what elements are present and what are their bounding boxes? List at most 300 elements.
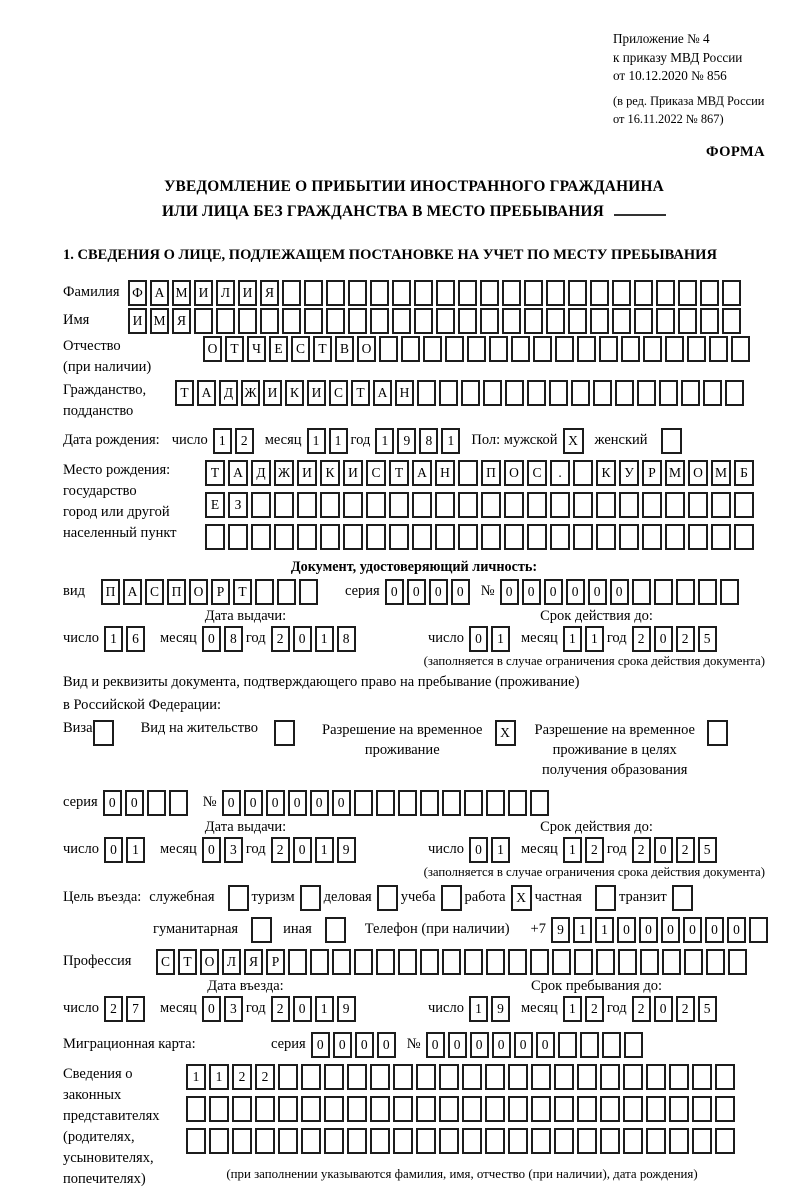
char-cell[interactable] bbox=[232, 1096, 252, 1122]
char-cell[interactable] bbox=[435, 492, 455, 518]
char-cell[interactable] bbox=[720, 579, 739, 605]
char-cell[interactable] bbox=[209, 1128, 229, 1154]
char-cell[interactable]: 1 bbox=[126, 837, 145, 863]
char-cell[interactable] bbox=[508, 790, 527, 816]
char-cell[interactable] bbox=[637, 380, 656, 406]
char-cell[interactable] bbox=[568, 280, 587, 306]
char-cell[interactable]: Т bbox=[225, 336, 244, 362]
char-cell[interactable] bbox=[595, 885, 616, 911]
char-cell[interactable] bbox=[715, 1064, 735, 1090]
char-cell[interactable]: 0 bbox=[332, 790, 351, 816]
char-cell[interactable]: 0 bbox=[654, 626, 673, 652]
char-cell[interactable]: 2 bbox=[676, 837, 695, 863]
char-cell[interactable]: 0 bbox=[492, 1032, 511, 1058]
char-cell[interactable] bbox=[623, 1128, 643, 1154]
char-cell[interactable]: 1 bbox=[307, 428, 326, 454]
char-cell[interactable]: 0 bbox=[451, 579, 470, 605]
char-cell[interactable]: 1 bbox=[315, 626, 334, 652]
char-cell[interactable] bbox=[255, 579, 274, 605]
char-cell[interactable] bbox=[599, 336, 618, 362]
char-cell[interactable] bbox=[640, 949, 659, 975]
char-cell[interactable] bbox=[301, 1128, 321, 1154]
char-cell[interactable]: 0 bbox=[310, 790, 329, 816]
char-cell[interactable]: 3 bbox=[224, 837, 243, 863]
char-cell[interactable]: 2 bbox=[632, 996, 651, 1022]
char-cell[interactable]: 0 bbox=[202, 837, 221, 863]
char-cell[interactable]: 0 bbox=[333, 1032, 352, 1058]
char-cell[interactable]: 0 bbox=[288, 790, 307, 816]
char-cell[interactable]: 0 bbox=[448, 1032, 467, 1058]
char-cell[interactable] bbox=[676, 579, 695, 605]
char-cell[interactable]: 0 bbox=[500, 579, 519, 605]
char-cell[interactable] bbox=[274, 492, 294, 518]
char-cell[interactable] bbox=[646, 1128, 666, 1154]
char-cell[interactable] bbox=[274, 524, 294, 550]
char-cell[interactable] bbox=[725, 380, 744, 406]
char-cell[interactable] bbox=[416, 1064, 436, 1090]
char-cell[interactable]: X bbox=[511, 885, 532, 911]
char-cell[interactable] bbox=[531, 1096, 551, 1122]
char-cell[interactable]: 0 bbox=[407, 579, 426, 605]
char-cell[interactable] bbox=[624, 1032, 643, 1058]
char-cell[interactable]: 1 bbox=[563, 837, 582, 863]
char-cell[interactable] bbox=[734, 524, 754, 550]
char-cell[interactable]: 0 bbox=[654, 996, 673, 1022]
char-cell[interactable] bbox=[623, 1064, 643, 1090]
char-cell[interactable] bbox=[505, 380, 524, 406]
char-cell[interactable] bbox=[531, 1128, 551, 1154]
char-cell[interactable]: 0 bbox=[385, 579, 404, 605]
char-cell[interactable] bbox=[618, 949, 637, 975]
char-cell[interactable] bbox=[681, 380, 700, 406]
char-cell[interactable]: И bbox=[307, 380, 326, 406]
char-cell[interactable]: К bbox=[320, 460, 340, 486]
char-cell[interactable] bbox=[186, 1128, 206, 1154]
char-cell[interactable] bbox=[401, 336, 420, 362]
char-cell[interactable] bbox=[216, 308, 235, 334]
char-cell[interactable] bbox=[301, 1096, 321, 1122]
char-cell[interactable]: 2 bbox=[232, 1064, 252, 1090]
char-cell[interactable]: 0 bbox=[377, 1032, 396, 1058]
char-cell[interactable] bbox=[480, 280, 499, 306]
char-cell[interactable] bbox=[669, 1096, 689, 1122]
char-cell[interactable] bbox=[169, 790, 188, 816]
char-cell[interactable] bbox=[392, 280, 411, 306]
char-cell[interactable]: Р bbox=[642, 460, 662, 486]
char-cell[interactable] bbox=[692, 1096, 712, 1122]
char-cell[interactable]: А bbox=[150, 280, 169, 306]
char-cell[interactable]: 2 bbox=[676, 996, 695, 1022]
char-cell[interactable] bbox=[389, 492, 409, 518]
char-cell[interactable] bbox=[436, 280, 455, 306]
char-cell[interactable] bbox=[577, 1128, 597, 1154]
char-cell[interactable]: 0 bbox=[311, 1032, 330, 1058]
char-cell[interactable]: Л bbox=[222, 949, 241, 975]
char-cell[interactable]: 0 bbox=[244, 790, 263, 816]
char-cell[interactable] bbox=[706, 949, 725, 975]
char-cell[interactable] bbox=[278, 1128, 298, 1154]
char-cell[interactable]: 8 bbox=[337, 626, 356, 652]
char-cell[interactable] bbox=[282, 280, 301, 306]
char-cell[interactable]: 0 bbox=[514, 1032, 533, 1058]
char-cell[interactable] bbox=[546, 280, 565, 306]
char-cell[interactable]: 1 bbox=[329, 428, 348, 454]
char-cell[interactable] bbox=[416, 1096, 436, 1122]
char-cell[interactable] bbox=[577, 1064, 597, 1090]
char-cell[interactable]: Р bbox=[266, 949, 285, 975]
char-cell[interactable]: 1 bbox=[104, 626, 123, 652]
char-cell[interactable] bbox=[255, 1096, 275, 1122]
char-cell[interactable]: Т bbox=[313, 336, 332, 362]
char-cell[interactable]: С bbox=[156, 949, 175, 975]
char-cell[interactable]: 7 bbox=[126, 996, 145, 1022]
char-cell[interactable]: 0 bbox=[202, 626, 221, 652]
char-cell[interactable]: В bbox=[335, 336, 354, 362]
char-cell[interactable] bbox=[524, 280, 543, 306]
char-cell[interactable] bbox=[458, 308, 477, 334]
char-cell[interactable]: 1 bbox=[491, 626, 510, 652]
char-cell[interactable] bbox=[580, 1032, 599, 1058]
char-cell[interactable] bbox=[688, 524, 708, 550]
char-cell[interactable]: С bbox=[527, 460, 547, 486]
char-cell[interactable] bbox=[205, 524, 225, 550]
char-cell[interactable]: Я bbox=[260, 280, 279, 306]
char-cell[interactable] bbox=[555, 336, 574, 362]
char-cell[interactable] bbox=[596, 524, 616, 550]
char-cell[interactable] bbox=[379, 336, 398, 362]
char-cell[interactable] bbox=[320, 492, 340, 518]
char-cell[interactable] bbox=[299, 579, 318, 605]
char-cell[interactable]: 1 bbox=[375, 428, 394, 454]
char-cell[interactable] bbox=[688, 492, 708, 518]
char-cell[interactable] bbox=[354, 790, 373, 816]
char-cell[interactable] bbox=[533, 336, 552, 362]
char-cell[interactable] bbox=[612, 308, 631, 334]
char-cell[interactable] bbox=[590, 280, 609, 306]
char-cell[interactable] bbox=[414, 308, 433, 334]
char-cell[interactable] bbox=[480, 308, 499, 334]
char-cell[interactable] bbox=[251, 917, 272, 943]
char-cell[interactable] bbox=[376, 790, 395, 816]
char-cell[interactable] bbox=[186, 1096, 206, 1122]
char-cell[interactable] bbox=[593, 380, 612, 406]
char-cell[interactable]: П bbox=[101, 579, 120, 605]
char-cell[interactable] bbox=[228, 885, 249, 911]
char-cell[interactable]: И bbox=[128, 308, 147, 334]
char-cell[interactable] bbox=[348, 280, 367, 306]
char-cell[interactable] bbox=[464, 949, 483, 975]
char-cell[interactable]: О bbox=[504, 460, 524, 486]
char-cell[interactable]: 0 bbox=[705, 917, 724, 943]
char-cell[interactable] bbox=[417, 380, 436, 406]
char-cell[interactable]: 2 bbox=[255, 1064, 275, 1090]
char-cell[interactable] bbox=[412, 492, 432, 518]
char-cell[interactable]: Д bbox=[219, 380, 238, 406]
char-cell[interactable] bbox=[552, 949, 571, 975]
char-cell[interactable]: С bbox=[329, 380, 348, 406]
char-cell[interactable] bbox=[232, 1128, 252, 1154]
char-cell[interactable] bbox=[590, 308, 609, 334]
char-cell[interactable] bbox=[700, 280, 719, 306]
char-cell[interactable] bbox=[486, 949, 505, 975]
char-cell[interactable] bbox=[483, 380, 502, 406]
char-cell[interactable] bbox=[665, 336, 684, 362]
char-cell[interactable] bbox=[661, 428, 682, 454]
char-cell[interactable] bbox=[646, 1064, 666, 1090]
char-cell[interactable] bbox=[623, 1096, 643, 1122]
char-cell[interactable]: X bbox=[495, 720, 516, 746]
char-cell[interactable] bbox=[703, 380, 722, 406]
char-cell[interactable]: 0 bbox=[566, 579, 585, 605]
char-cell[interactable]: 9 bbox=[397, 428, 416, 454]
char-cell[interactable]: 0 bbox=[683, 917, 702, 943]
char-cell[interactable]: Д bbox=[251, 460, 271, 486]
char-cell[interactable]: М bbox=[150, 308, 169, 334]
char-cell[interactable] bbox=[634, 280, 653, 306]
char-cell[interactable]: 5 bbox=[698, 837, 717, 863]
char-cell[interactable] bbox=[436, 308, 455, 334]
char-cell[interactable] bbox=[467, 336, 486, 362]
char-cell[interactable]: 5 bbox=[698, 626, 717, 652]
char-cell[interactable] bbox=[678, 308, 697, 334]
char-cell[interactable]: О bbox=[688, 460, 708, 486]
char-cell[interactable]: 2 bbox=[585, 837, 604, 863]
char-cell[interactable]: 8 bbox=[419, 428, 438, 454]
char-cell[interactable] bbox=[310, 949, 329, 975]
char-cell[interactable] bbox=[412, 524, 432, 550]
char-cell[interactable] bbox=[577, 1096, 597, 1122]
char-cell[interactable] bbox=[549, 380, 568, 406]
char-cell[interactable] bbox=[659, 380, 678, 406]
char-cell[interactable]: Н bbox=[395, 380, 414, 406]
char-cell[interactable]: Е bbox=[205, 492, 225, 518]
char-cell[interactable] bbox=[504, 492, 524, 518]
char-cell[interactable] bbox=[546, 308, 565, 334]
char-cell[interactable]: П bbox=[167, 579, 186, 605]
char-cell[interactable]: Я bbox=[244, 949, 263, 975]
char-cell[interactable] bbox=[656, 280, 675, 306]
char-cell[interactable]: 0 bbox=[266, 790, 285, 816]
char-cell[interactable]: П bbox=[481, 460, 501, 486]
char-cell[interactable]: 1 bbox=[441, 428, 460, 454]
char-cell[interactable] bbox=[722, 280, 741, 306]
char-cell[interactable] bbox=[326, 308, 345, 334]
char-cell[interactable]: 0 bbox=[544, 579, 563, 605]
char-cell[interactable] bbox=[508, 1096, 528, 1122]
char-cell[interactable]: X bbox=[563, 428, 584, 454]
char-cell[interactable]: Б bbox=[734, 460, 754, 486]
char-cell[interactable]: С bbox=[145, 579, 164, 605]
char-cell[interactable]: 2 bbox=[585, 996, 604, 1022]
char-cell[interactable] bbox=[435, 524, 455, 550]
char-cell[interactable]: 0 bbox=[727, 917, 746, 943]
char-cell[interactable] bbox=[445, 336, 464, 362]
char-cell[interactable] bbox=[669, 1128, 689, 1154]
char-cell[interactable] bbox=[615, 380, 634, 406]
char-cell[interactable]: 1 bbox=[595, 917, 614, 943]
char-cell[interactable]: . bbox=[550, 460, 570, 486]
char-cell[interactable] bbox=[439, 380, 458, 406]
char-cell[interactable]: 9 bbox=[491, 996, 510, 1022]
char-cell[interactable] bbox=[711, 492, 731, 518]
char-cell[interactable] bbox=[656, 308, 675, 334]
char-cell[interactable] bbox=[348, 308, 367, 334]
char-cell[interactable] bbox=[485, 1096, 505, 1122]
char-cell[interactable] bbox=[692, 1064, 712, 1090]
char-cell[interactable] bbox=[393, 1128, 413, 1154]
char-cell[interactable]: 5 bbox=[698, 996, 717, 1022]
char-cell[interactable]: О bbox=[357, 336, 376, 362]
char-cell[interactable] bbox=[255, 1128, 275, 1154]
char-cell[interactable]: 1 bbox=[563, 996, 582, 1022]
char-cell[interactable] bbox=[324, 1064, 344, 1090]
char-cell[interactable] bbox=[502, 280, 521, 306]
char-cell[interactable] bbox=[462, 1064, 482, 1090]
char-cell[interactable]: Я bbox=[172, 308, 191, 334]
char-cell[interactable]: М bbox=[711, 460, 731, 486]
char-cell[interactable] bbox=[632, 579, 651, 605]
char-cell[interactable] bbox=[209, 1096, 229, 1122]
char-cell[interactable] bbox=[370, 1096, 390, 1122]
char-cell[interactable]: Ф bbox=[128, 280, 147, 306]
char-cell[interactable]: Н bbox=[435, 460, 455, 486]
char-cell[interactable]: И bbox=[194, 280, 213, 306]
char-cell[interactable] bbox=[554, 1096, 574, 1122]
char-cell[interactable] bbox=[458, 280, 477, 306]
char-cell[interactable]: О bbox=[200, 949, 219, 975]
char-cell[interactable]: 2 bbox=[235, 428, 254, 454]
char-cell[interactable] bbox=[297, 492, 317, 518]
char-cell[interactable] bbox=[602, 1032, 621, 1058]
char-cell[interactable]: С bbox=[366, 460, 386, 486]
char-cell[interactable] bbox=[678, 280, 697, 306]
char-cell[interactable]: 2 bbox=[271, 996, 290, 1022]
char-cell[interactable] bbox=[462, 1096, 482, 1122]
char-cell[interactable] bbox=[715, 1096, 735, 1122]
char-cell[interactable]: Т bbox=[178, 949, 197, 975]
char-cell[interactable] bbox=[439, 1128, 459, 1154]
char-cell[interactable] bbox=[442, 949, 461, 975]
char-cell[interactable] bbox=[442, 790, 461, 816]
char-cell[interactable]: М bbox=[665, 460, 685, 486]
char-cell[interactable] bbox=[700, 308, 719, 334]
char-cell[interactable]: 0 bbox=[293, 996, 312, 1022]
char-cell[interactable] bbox=[485, 1064, 505, 1090]
char-cell[interactable] bbox=[672, 885, 693, 911]
char-cell[interactable]: 0 bbox=[617, 917, 636, 943]
char-cell[interactable]: 1 bbox=[491, 837, 510, 863]
char-cell[interactable] bbox=[347, 1128, 367, 1154]
char-cell[interactable]: И bbox=[263, 380, 282, 406]
char-cell[interactable] bbox=[278, 1096, 298, 1122]
char-cell[interactable]: 0 bbox=[661, 917, 680, 943]
char-cell[interactable] bbox=[530, 949, 549, 975]
char-cell[interactable] bbox=[692, 1128, 712, 1154]
char-cell[interactable] bbox=[423, 336, 442, 362]
char-cell[interactable]: 2 bbox=[632, 626, 651, 652]
char-cell[interactable]: 0 bbox=[104, 837, 123, 863]
char-cell[interactable] bbox=[577, 336, 596, 362]
char-cell[interactable] bbox=[687, 336, 706, 362]
char-cell[interactable] bbox=[722, 308, 741, 334]
char-cell[interactable]: 8 bbox=[224, 626, 243, 652]
char-cell[interactable]: А bbox=[412, 460, 432, 486]
char-cell[interactable] bbox=[504, 524, 524, 550]
char-cell[interactable] bbox=[554, 1128, 574, 1154]
char-cell[interactable] bbox=[260, 308, 279, 334]
char-cell[interactable] bbox=[596, 949, 615, 975]
char-cell[interactable] bbox=[527, 380, 546, 406]
char-cell[interactable] bbox=[370, 280, 389, 306]
char-cell[interactable]: Т bbox=[351, 380, 370, 406]
char-cell[interactable] bbox=[508, 949, 527, 975]
char-cell[interactable] bbox=[527, 492, 547, 518]
char-cell[interactable]: Т bbox=[205, 460, 225, 486]
char-cell[interactable]: О bbox=[189, 579, 208, 605]
char-cell[interactable] bbox=[420, 949, 439, 975]
char-cell[interactable] bbox=[489, 336, 508, 362]
char-cell[interactable] bbox=[669, 1064, 689, 1090]
char-cell[interactable] bbox=[389, 524, 409, 550]
char-cell[interactable]: Л bbox=[216, 280, 235, 306]
char-cell[interactable] bbox=[332, 949, 351, 975]
char-cell[interactable]: С bbox=[291, 336, 310, 362]
char-cell[interactable] bbox=[297, 524, 317, 550]
char-cell[interactable]: А bbox=[197, 380, 216, 406]
char-cell[interactable]: А bbox=[373, 380, 392, 406]
char-cell[interactable] bbox=[420, 790, 439, 816]
char-cell[interactable] bbox=[571, 380, 590, 406]
char-cell[interactable] bbox=[288, 949, 307, 975]
char-cell[interactable]: З bbox=[228, 492, 248, 518]
char-cell[interactable] bbox=[550, 492, 570, 518]
char-cell[interactable] bbox=[347, 1096, 367, 1122]
char-cell[interactable] bbox=[574, 949, 593, 975]
char-cell[interactable]: 1 bbox=[563, 626, 582, 652]
char-cell[interactable] bbox=[439, 1064, 459, 1090]
char-cell[interactable]: 2 bbox=[271, 837, 290, 863]
char-cell[interactable] bbox=[458, 460, 478, 486]
char-cell[interactable]: Ж bbox=[241, 380, 260, 406]
char-cell[interactable] bbox=[568, 308, 587, 334]
char-cell[interactable]: К bbox=[285, 380, 304, 406]
char-cell[interactable]: 9 bbox=[337, 996, 356, 1022]
char-cell[interactable] bbox=[554, 1064, 574, 1090]
char-cell[interactable] bbox=[301, 1064, 321, 1090]
char-cell[interactable] bbox=[600, 1128, 620, 1154]
char-cell[interactable]: 0 bbox=[470, 1032, 489, 1058]
char-cell[interactable]: 1 bbox=[186, 1064, 206, 1090]
char-cell[interactable] bbox=[619, 492, 639, 518]
char-cell[interactable] bbox=[662, 949, 681, 975]
char-cell[interactable]: О bbox=[203, 336, 222, 362]
char-cell[interactable]: 3 bbox=[224, 996, 243, 1022]
char-cell[interactable]: Е bbox=[269, 336, 288, 362]
char-cell[interactable]: 0 bbox=[536, 1032, 555, 1058]
char-cell[interactable] bbox=[711, 524, 731, 550]
char-cell[interactable]: Ч bbox=[247, 336, 266, 362]
char-cell[interactable] bbox=[251, 524, 271, 550]
char-cell[interactable] bbox=[530, 790, 549, 816]
char-cell[interactable] bbox=[251, 492, 271, 518]
char-cell[interactable] bbox=[642, 524, 662, 550]
char-cell[interactable] bbox=[439, 1096, 459, 1122]
char-cell[interactable] bbox=[600, 1096, 620, 1122]
char-cell[interactable] bbox=[414, 280, 433, 306]
char-cell[interactable]: 1 bbox=[209, 1064, 229, 1090]
char-cell[interactable] bbox=[502, 308, 521, 334]
char-cell[interactable]: И bbox=[238, 280, 257, 306]
